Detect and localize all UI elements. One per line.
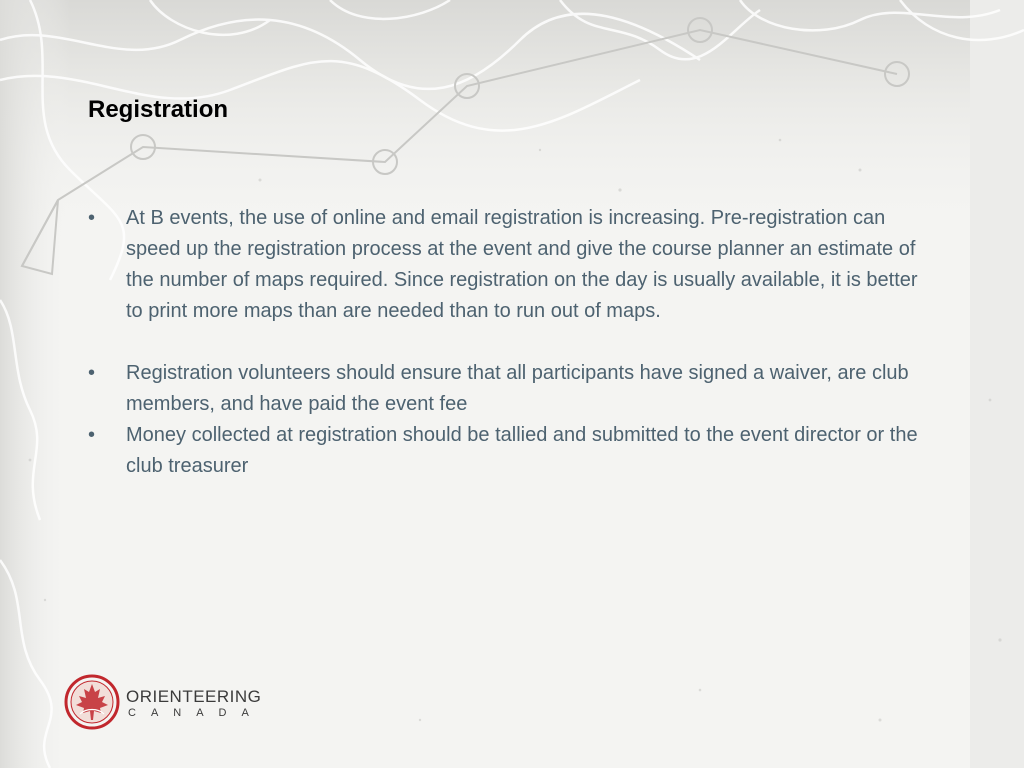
orienteering-canada-logo [64,674,264,730]
bullet-text: Money collected at registration should be tallied and submitted to the event director or the club treasurer [126,424,918,477]
bullet-list [88,203,938,482]
list-item [88,420,938,482]
bullet-text: Registration volunteers should ensure that all participants have signed a waiver, are club members, and have paid the event fee [126,362,909,415]
slide-title: Registration [88,96,229,123]
bullet-marker: • [88,424,96,446]
logo-wordmark-line2: CANADA [128,707,264,719]
logo-wordmark-line1: ORIENTEERING [126,687,262,706]
bullet-text: At B events, the use of online and email registration is increasing. Pre-registration can speed up the registration process at the event and give the course planner an estimate of the number of maps required. Since registration on the day is usually available, it is better to print more maps than are needed than to run out of maps. [126,207,918,322]
maple-leaf-compass-icon [64,674,120,730]
list-item [88,203,938,327]
bullet-marker: • [88,362,96,384]
list-item [88,358,938,420]
bullet-marker: • [88,207,96,229]
